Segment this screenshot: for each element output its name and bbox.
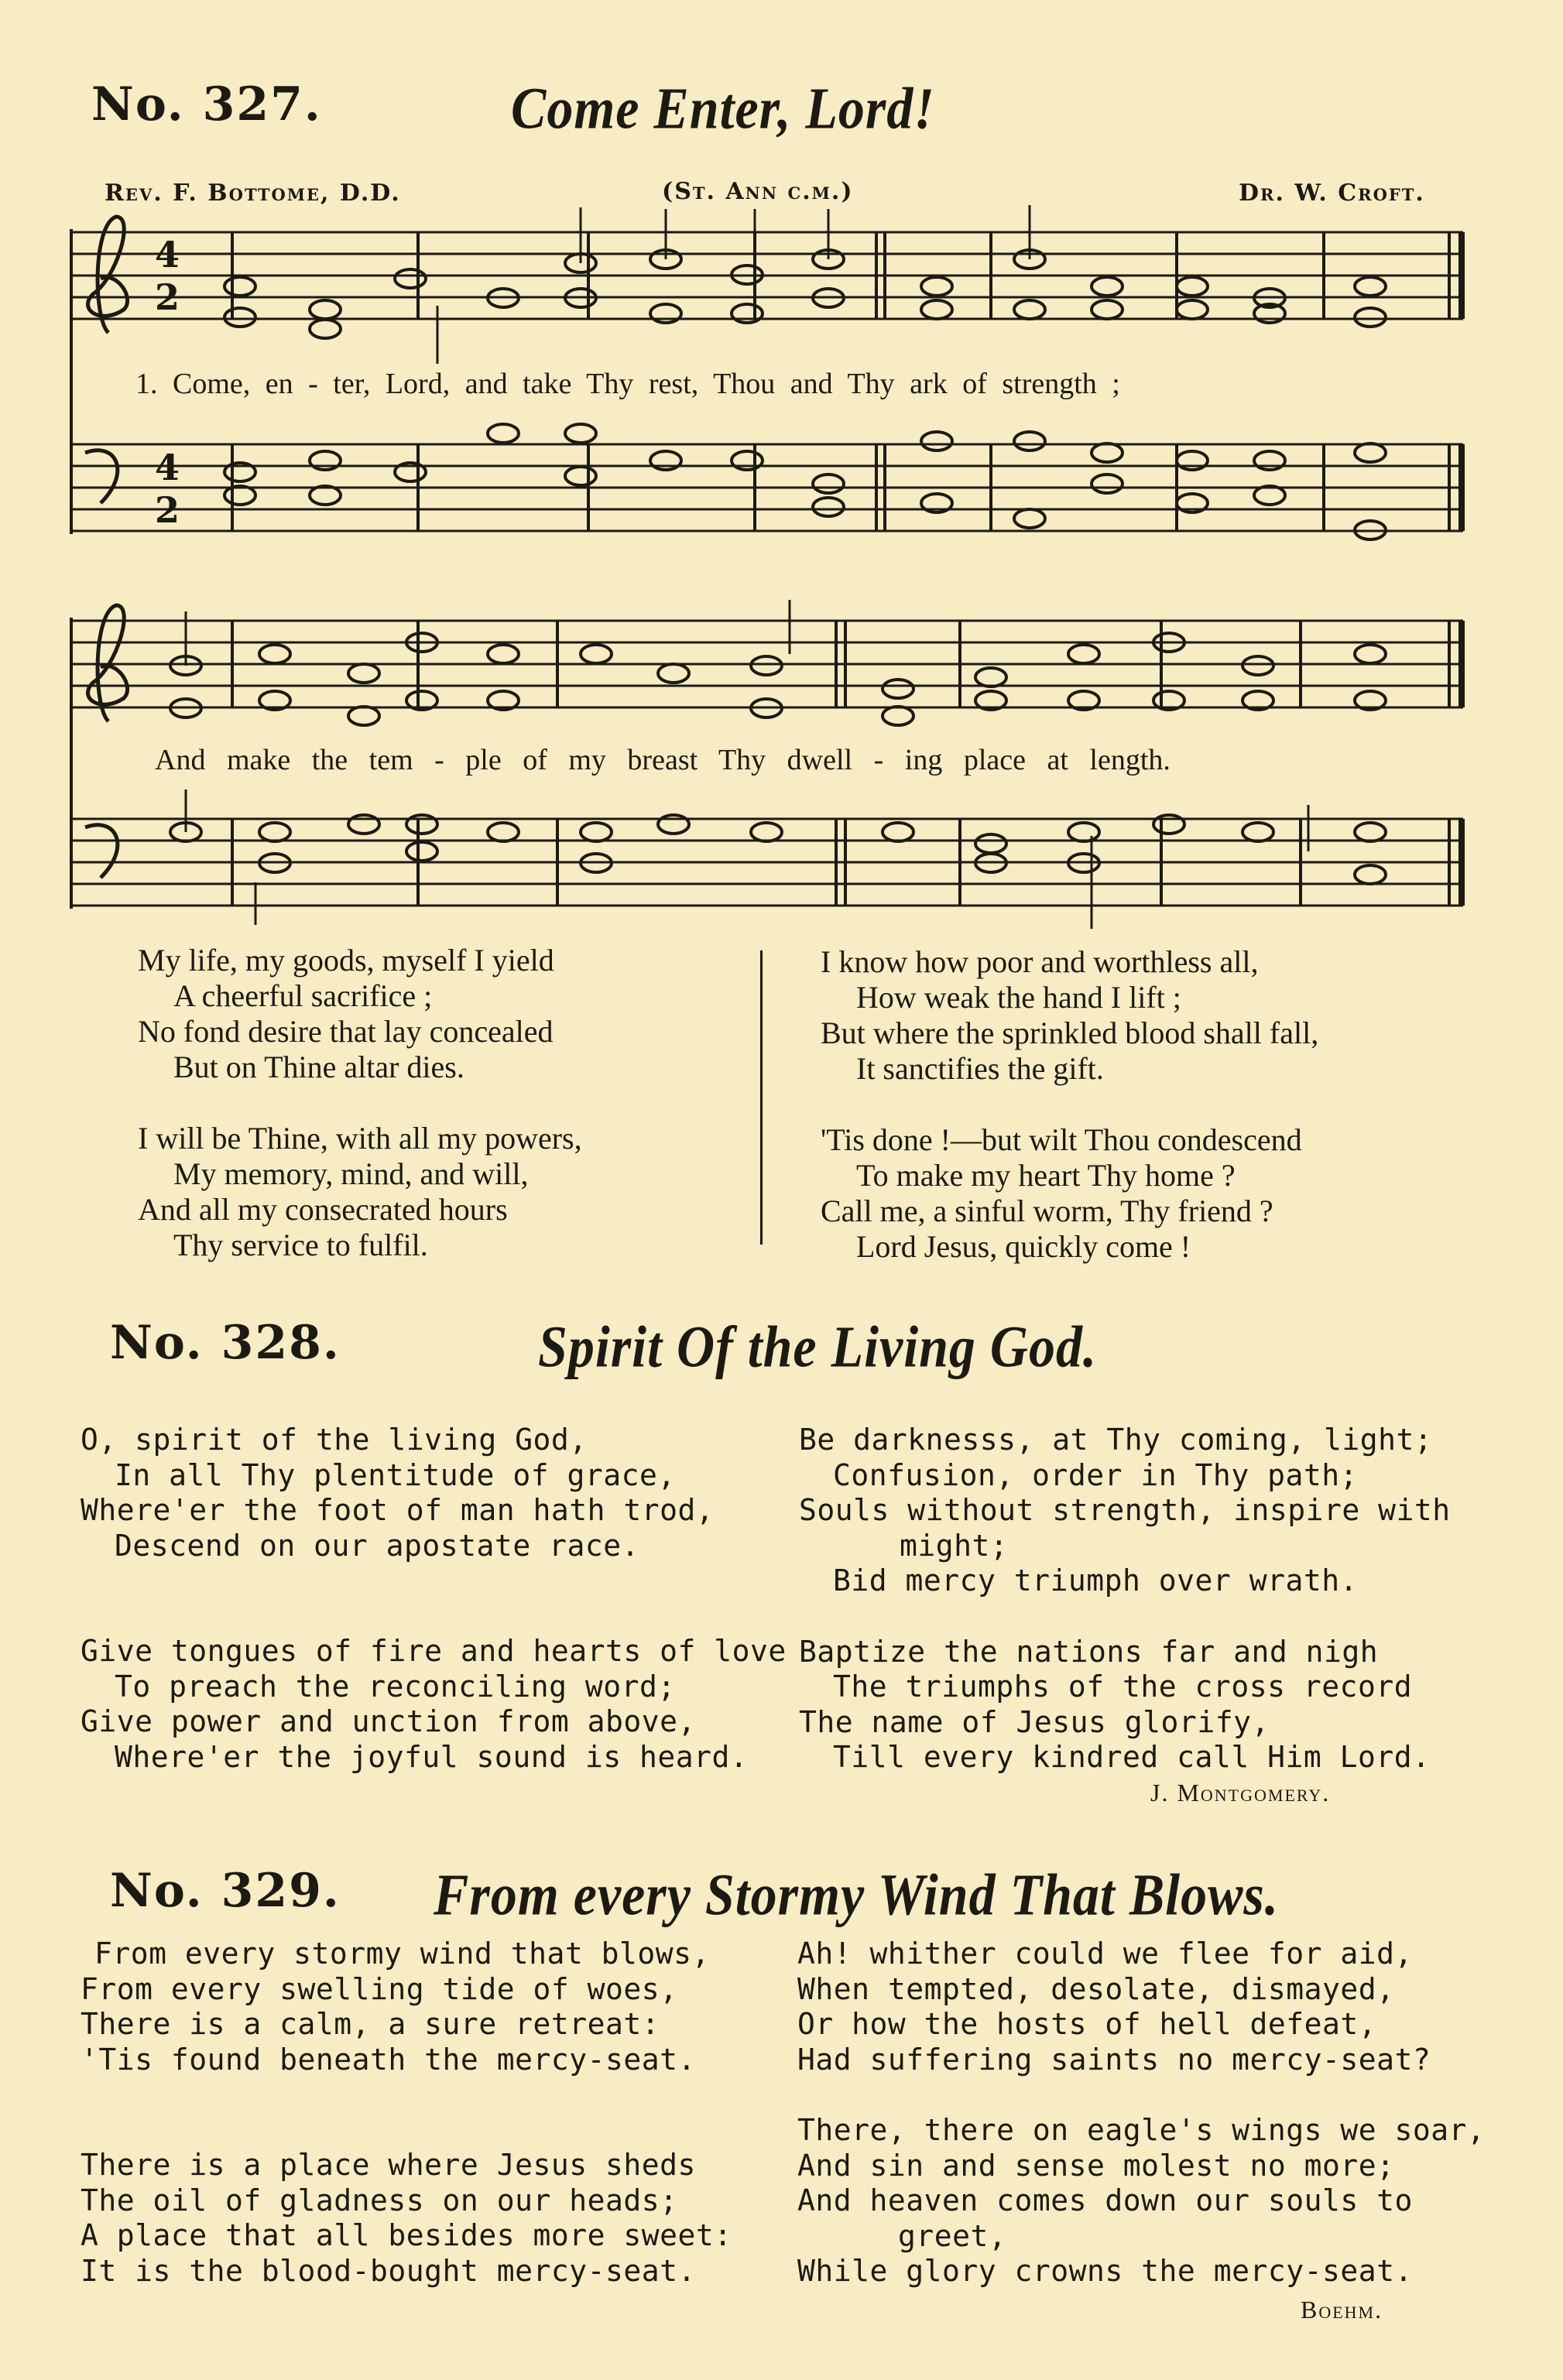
hymn-327-music-credit: Dr. W. Croft.: [1239, 180, 1425, 207]
stanza: [81, 2148, 777, 2289]
verse-line: Had suffering saints no mercy-seat?: [797, 2042, 1431, 2077]
barlines: [71, 229, 1462, 909]
verse-line: A place that all besides more sweet:: [81, 2218, 732, 2252]
stanza: [81, 1423, 777, 1563]
stanza: [797, 2113, 1541, 2289]
hymn-327-lyric-line-1: 1. Come, en - ter, Lord, and take Thy rest, Thou and Thy ark of strength ;: [135, 368, 1120, 400]
verse-line: I know how poor and worthless all,: [821, 944, 1259, 979]
verse-line: From every stormy wind that blows,: [94, 1937, 710, 1971]
verse-line: And heaven comes down our souls to: [797, 2183, 1413, 2217]
hymn-327-stanzas-left: [138, 943, 757, 1299]
verse-line: 'Tis done !—but wilt Thou condescend: [821, 1122, 1302, 1157]
verse-line: In all Thy plentitude of grace,: [115, 1457, 676, 1492]
verse-line: My memory, mind, and will,: [173, 1156, 529, 1191]
stems: [186, 205, 1308, 929]
hymn-329-stanzas-right: [797, 1937, 1541, 2289]
verse-line: Call me, a sinful worm, Thy friend ?: [821, 1193, 1273, 1228]
svg-text:4: 4: [155, 234, 180, 276]
verse-line: But on Thine altar dies.: [173, 1050, 464, 1084]
verse-line: There, there on eagle's wings we soar,: [797, 2113, 1486, 2147]
verse-line: greet,: [898, 2218, 1007, 2253]
verse-line: Confusion, order in Thy path;: [833, 1457, 1358, 1492]
verse-line: The oil of gladness on our heads;: [81, 2183, 678, 2217]
hymn-327-lyric-line-2: And make the tem - ple of my breast Thy dwell - ing place at length.: [155, 744, 1171, 776]
verse-line: Baptize the nations far and nigh: [799, 1634, 1379, 1669]
verse-line: Souls without strength, inspire with: [799, 1493, 1451, 1527]
verse-line: O, spirit of the living God,: [81, 1423, 588, 1457]
hymn-329-title: From every Stormy Wind That Blows.: [434, 1861, 1279, 1928]
hymn-327-stanzas-right: [821, 944, 1517, 1300]
column-divider: [760, 950, 763, 1245]
verse-line: To make my heart Thy home ?: [856, 1158, 1236, 1193]
verse-line: Lord Jesus, quickly come !: [856, 1229, 1191, 1264]
svg-text:2: 2: [155, 489, 180, 531]
noteheads: [170, 250, 1386, 884]
hymn-327-words-credit: Rev. F. Bottome, D.D.: [105, 180, 401, 207]
verse-line: The triumphs of the cross record: [833, 1669, 1413, 1704]
verse-line: might;: [900, 1528, 1009, 1563]
stanza: [138, 943, 757, 1085]
verse-line: Give tongues of fire and hearts of love: [81, 1634, 787, 1668]
verse-line: Ah! whither could we flee for aid,: [797, 1937, 1413, 1971]
verse-line: From every swelling tide of woes,: [81, 1971, 678, 2006]
hymn-329-number: No. 329.: [110, 1864, 341, 1918]
stanza: [81, 1937, 777, 2077]
stanza: [797, 1937, 1541, 2077]
music-score: [0, 0, 1563, 929]
stanza: [138, 1121, 757, 1263]
verse-line: It sanctifies the gift.: [856, 1051, 1104, 1086]
hymn-327-number: No. 327.: [91, 77, 322, 132]
verse-line: Till every kindred call Him Lord.: [833, 1740, 1431, 1774]
verse-line: A cheerful sacrifice ;: [173, 978, 433, 1013]
verse-line: 'Tis found beneath the mercy-seat.: [81, 2042, 696, 2077]
hymn-328-number: No. 328.: [110, 1316, 341, 1370]
verse-line: Bid mercy triumph over wrath.: [833, 1563, 1358, 1598]
hymn-327-title: Come Enter, Lord!: [511, 75, 935, 142]
stanza: [799, 1635, 1542, 1776]
stanza: [81, 1634, 787, 1775]
verse-line: While glory crowns the mercy-seat.: [797, 2254, 1413, 2288]
svg-text:4: 4: [155, 447, 180, 488]
verse-line: There is a calm, a sure retreat:: [81, 2007, 660, 2041]
verse-line: My life, my goods, myself I yield: [138, 943, 554, 978]
verse-line: When tempted, desolate, dismayed,: [797, 1971, 1395, 2006]
hymn-329-author: Boehm.: [1301, 2296, 1383, 2323]
verse-line: Give power and unction from above,: [81, 1704, 696, 1738]
verse-line: Thy service to fulfil.: [173, 1228, 428, 1262]
verse-line: No fond desire that lay concealed: [138, 1014, 554, 1049]
hymn-328-author: J. Montgomery.: [1150, 1779, 1331, 1806]
verse-line: There is a place where Jesus sheds: [81, 2148, 696, 2182]
hymn-328-stanzas-left: [81, 1423, 787, 1810]
stanza: [799, 1423, 1542, 1599]
stanza: [821, 944, 1517, 1087]
verse-line: Or how the hosts of hell defeat,: [797, 2007, 1377, 2041]
verse-line: Be darknesss, at Thy coming, light;: [799, 1423, 1433, 1457]
verse-line: Where'er the joyful sound is heard.: [115, 1739, 749, 1774]
verse-line: Descend on our apostate race.: [115, 1528, 639, 1563]
verse-line: Where'er the foot of man hath trod,: [81, 1493, 715, 1527]
verse-line: And sin and sense molest no more;: [797, 2148, 1395, 2183]
verse-line: I will be Thine, with all my powers,: [138, 1121, 582, 1156]
verse-line: How weak the hand I lift ;: [856, 980, 1181, 1015]
hymn-329-stanzas-left: [81, 1937, 777, 2324]
verse-line: The name of Jesus glorify,: [799, 1704, 1270, 1739]
verse-line: To preach the reconciling word;: [115, 1669, 676, 1704]
verse-line: But where the sprinkled blood shall fall,: [821, 1015, 1319, 1050]
svg-text:2: 2: [155, 276, 180, 318]
clefs: [85, 217, 128, 878]
stanza: [821, 1122, 1517, 1265]
hymn-328-title: Spirit Of the Living God.: [538, 1313, 1098, 1380]
staff-lines: [71, 232, 1463, 906]
verse-line: And all my consecrated hours: [138, 1192, 508, 1227]
hymn-327-tune-name: (St. Ann c.m.): [662, 178, 854, 205]
hymn-328-stanzas-right: [799, 1423, 1542, 1776]
verse-line: It is the blood-bought mercy-seat.: [81, 2253, 696, 2288]
